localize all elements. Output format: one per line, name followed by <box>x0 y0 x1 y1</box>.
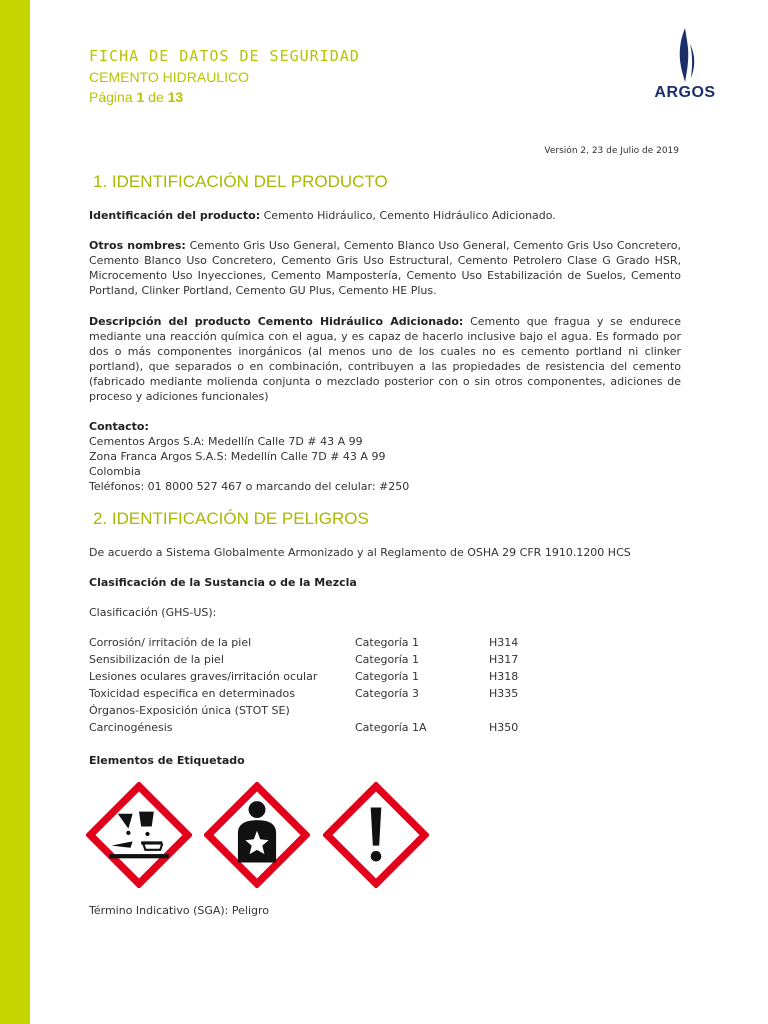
contact-line: Zona Franca Argos S.A.S: Medellín Calle 7D # 43 A 99 <box>89 450 386 463</box>
contact-line: Colombia <box>89 465 141 478</box>
classification-heading: Clasificación de la Sustancia o de la Mezcla <box>89 576 357 589</box>
classification-label: Clasificación (GHS-US): <box>89 606 217 619</box>
page-indicator: Página 1 de 13 <box>89 89 184 105</box>
section-1-title: 1. IDENTIFICACIÓN DEL PRODUCTO <box>93 172 388 191</box>
section-2-title: 2. IDENTIFICACIÓN DE PELIGROS <box>93 509 369 528</box>
page-total: 13 <box>167 89 184 105</box>
argos-logo-icon <box>665 26 705 84</box>
signal-word: Término Indicativo (SGA): Peligro <box>89 904 269 917</box>
document-subtitle: CEMENTO HIDRAULICO <box>89 69 249 85</box>
contact-label: Contacto: <box>89 420 149 433</box>
other-names: Otros nombres: Cemento Gris Uso General, Cemento Blanco Uso General, Cemento Gris Uso Concretero, Cemento Blanco Uso Concretero, Cemento Gris Uso Estructural, Cemento Petrolero Clase G Grado HSR, Microcemento Uso Inyecciones, Cemento Mampostería, Cemento Uso Estabilización de Suelos, Cemento Portland, Clinker Portland, Cemento GU Plus, Cemento HE Plus. <box>89 239 681 297</box>
product-description: Descripción del producto Cemento Hidráulico Adicionado: Cemento que fragua y se endurece mediante una reacción química con el agua, y es capaz de hacerlo inclusive bajo el agua. Es formado por dos o más componentes inorgánicos (al menos uno de los cuales no es cemento portland ni clinker portland), que separados o en combinación, contribuyen a las propiedades de resistencia del cemento (fabricado mediante molienda conjunta o mezclado posterior con o sin otros componentes, adiciones de proceso y adiciones funcionales) <box>89 315 682 403</box>
label-elements-heading: Elementos de Etiquetado <box>89 754 245 767</box>
version-date: Versión 2, 23 de Julio de 2019 <box>544 146 679 156</box>
accent-side-bar <box>0 0 30 1024</box>
regulation-intro: De acuerdo a Sistema Globalmente Armonizado y al Reglamento de OSHA 29 CFR 1910.1200 HCS <box>89 546 631 559</box>
document-header <box>89 46 360 107</box>
page-current: 1 <box>136 89 145 105</box>
argos-logo <box>650 26 720 106</box>
corrosion-pictogram-icon <box>86 782 192 888</box>
contact-block <box>89 419 409 494</box>
health-hazard-pictogram-icon <box>204 782 310 888</box>
document-title: FICHA DE DATOS DE SEGURIDAD <box>89 47 360 65</box>
exclamation-pictogram-icon <box>323 782 429 888</box>
contact-line: Cementos Argos S.A: Medellín Calle 7D # 43 A 99 <box>89 435 363 448</box>
contact-line: Teléfonos: 01 8000 527 467 o marcando del celular: #250 <box>89 480 410 493</box>
product-identification: Identificación del producto: Cemento Hidráulico, Cemento Hidráulico Adicionado. <box>89 209 556 222</box>
logo-text: ARGOS <box>654 84 716 101</box>
